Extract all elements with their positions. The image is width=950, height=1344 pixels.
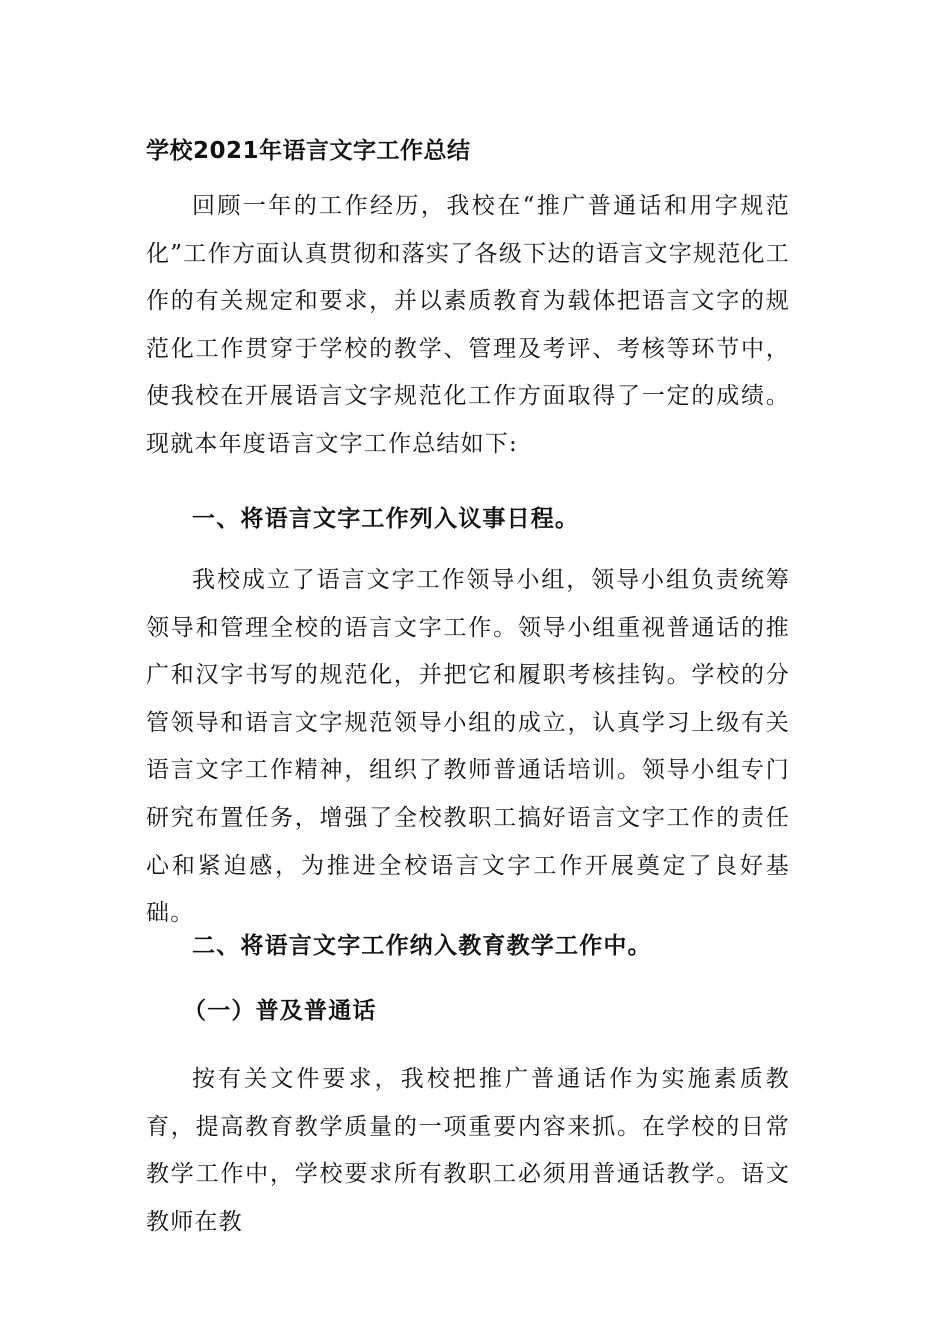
section-1-paragraph: 我校成立了语言文字工作领导小组，领导小组负责统筹领导和管理全校的语言文字工作。领导小组重视普通话的推广和汉字书写的规范化，并把它和履职考核挂钩。学校的分管领导和语言文字规范领导小组的成立，认真学习上级有关语言文字工作精神，组织了教师普通话培训。领导小组专门研究布置任务，增强了全校教职工搞好语言文字工作的责任心和紧迫感，为推进全校语言文字工作开展奠定了良好基础。: [146, 567, 790, 927]
section-2-subheading: （一）普及普通话: [183, 998, 377, 1024]
section-1-heading: 一、将语言文字工作列入议事日程。: [192, 506, 580, 532]
document-title: 学校2021年语言文字工作总结: [146, 138, 471, 164]
section-2-heading: 二、将语言文字工作纳入教育教学工作中。: [192, 933, 652, 959]
section-2-paragraph: 按有关文件要求，我校把推广普通话作为实施素质教育，提高教育教学质量的一项重要内容来抓。在学校的日常教学工作中，学校要求所有教职工必须用普通话教学。语文教师在教: [146, 1066, 790, 1235]
intro-paragraph: 回顾一年的工作经历，我校在“推广普通话和用字规范化”工作方面认真贯彻和落实了各级下达的语言文字规范化工作的有关规定和要求，并以素质教育为载体把语言文字的规范化工作贯穿于学校的教学、管理及考评、考核等环节中，使我校在开展语言文字规范化工作方面取得了一定的成绩。现就本年度语言文字工作总结如下:: [146, 193, 790, 457]
